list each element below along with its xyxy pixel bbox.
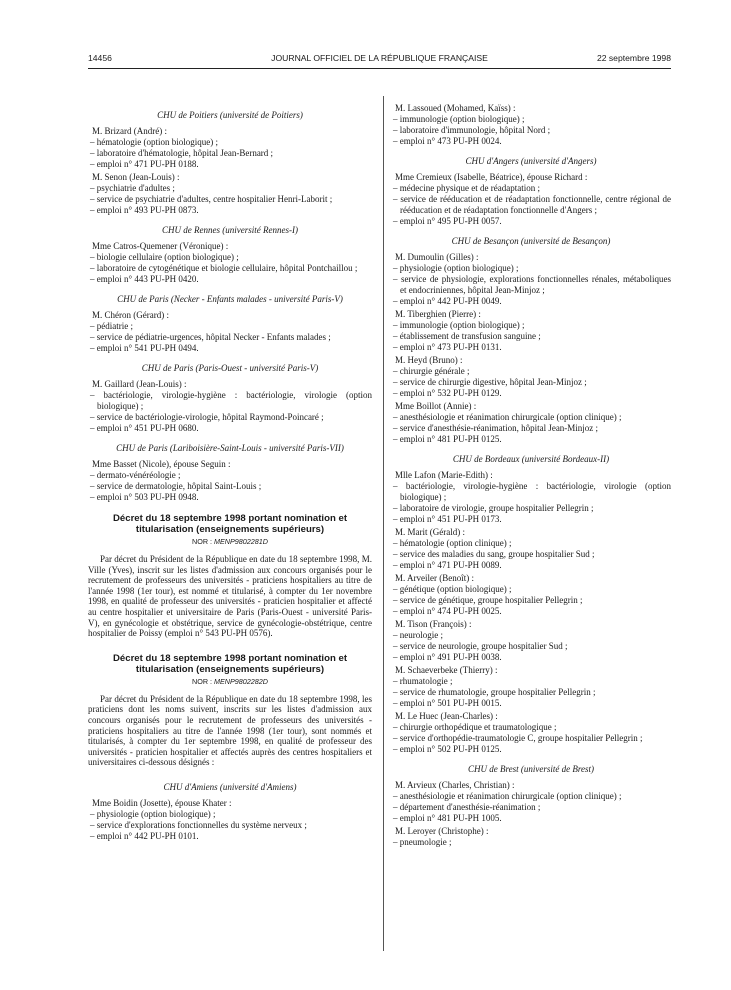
chu-section-heading: CHU de Brest (université de Brest) — [467, 764, 595, 774]
chu-section-heading: CHU d'Amiens (université d'Amiens) — [163, 781, 297, 792]
appointment-detail: – service de rhumatologie, groupe hospitalier Pellegrin ; — [393, 687, 596, 697]
appointment-detail: – pédiatrie ; — [90, 321, 133, 331]
appointment-detail: – emploi n° 491 PU-PH 0038. — [393, 652, 502, 662]
appointee-name: M. Chéron (Gérard) : — [92, 310, 169, 320]
appointment-detail: – laboratoire de virologie, groupe hospitalier Pellegrin ; — [393, 503, 594, 513]
chu-section-heading: CHU de Paris (Lariboisière-Saint-Louis - université Paris-VII) — [116, 443, 344, 453]
appointee-name: M. Schaeverbeke (Thierry) : — [395, 665, 498, 675]
appointment-detail: – service de physiologie, explorations fonctionnelles rénales, métaboliques et endocriniennes, hôpital Jean-Minjoz ; — [393, 274, 671, 295]
appointee-name: Mme Boidin (Josette), épouse Khater : — [92, 797, 232, 808]
appointment-detail: – laboratoire de cytogénétique et biologie cellulaire, hôpital Pontchaillou ; — [90, 263, 358, 273]
appointment-detail: – emploi n° 474 PU-PH 0025. — [393, 606, 502, 616]
appointment-detail: – chirurgie générale ; — [393, 366, 470, 376]
appointment-detail: – service de pédiatrie-urgences, hôpital Necker - Enfants malades ; — [90, 332, 331, 342]
appointment-detail: – emploi n° 443 PU-PH 0420. — [90, 274, 199, 284]
appointment-detail: – bactériologie, virologie-hygiène : bactériologie, virologie (option biologique) ; — [90, 390, 372, 411]
appointment-detail: – établissement de transfusion sanguine ; — [393, 331, 541, 341]
nor-code: MENP9802281D — [214, 537, 268, 546]
appointee-name: M. Arvieux (Charles, Christian) : — [395, 780, 515, 790]
appointee-name: Mme Cremieux (Isabelle, Béatrice), épouse Richard : — [395, 172, 588, 182]
appointment-detail: – emploi n° 503 PU-PH 0948. — [90, 492, 199, 502]
appointment-detail: – psychiatrie d'adultes ; — [90, 183, 175, 193]
appointment-detail: – emploi n° 442 PU-PH 0101. — [90, 830, 199, 841]
appointment-detail: – hématologie (option biologique) ; — [90, 137, 218, 147]
appointment-detail: – emploi n° 481 PU-PH 0125. — [393, 434, 502, 444]
appointment-detail: – département d'anesthésie-réanimation ; — [393, 802, 541, 812]
appointment-detail: – physiologie (option biologique) ; — [90, 808, 216, 819]
appointment-detail: – emploi n° 451 PU-PH 0680. — [90, 423, 199, 433]
appointee-name: M. Tiberghien (Pierre) : — [395, 309, 481, 319]
nor-label: NOR : — [192, 537, 214, 546]
appointment-detail: – rhumatologie ; — [393, 676, 453, 686]
appointment-detail: – emploi n° 501 PU-PH 0015. — [393, 698, 502, 708]
appointment-detail: – emploi n° 473 PU-PH 0131. — [393, 342, 502, 352]
appointment-detail: – immunologie (option biologique) ; — [393, 320, 525, 330]
appointment-detail: – service de rééducation et de réadaptation fonctionnelle, centre régional de rééducation et de réadaptation fonctionnelle d'Angers ; — [393, 194, 671, 215]
appointment-detail: – emploi n° 481 PU-PH 1005. — [393, 813, 502, 823]
appointee-name: M. Dumoulin (Gilles) : — [395, 252, 479, 262]
appointee-name: Mme Boillot (Annie) : — [395, 401, 477, 411]
appointment-detail: – emploi n° 451 PU-PH 0173. — [393, 514, 502, 524]
appointee-name: M. Lassoued (Mohamed, Kaïss) : — [395, 103, 516, 113]
chu-section-heading: CHU de Poitiers (université de Poitiers) — [157, 110, 303, 120]
appointee-name: M. Senon (Jean-Louis) : — [92, 172, 180, 182]
appointment-detail: – emploi n° 493 PU-PH 0873. — [90, 205, 199, 215]
nor-label: NOR : — [192, 676, 214, 686]
appointee-name: M. Leroyer (Christophe) : — [395, 826, 489, 836]
appointments-list — [88, 782, 372, 842]
chu-section-heading: CHU de Bordeaux (université Bordeaux-II) — [452, 454, 610, 464]
nor-code: MENP9802282D — [214, 676, 268, 686]
issue-date: 22 septembre 1998 — [596, 53, 671, 63]
appointment-detail: – anesthésiologie et réanimation chirurgicale (option clinique) ; — [393, 412, 622, 422]
appointment-detail: – emploi n° 471 PU-PH 0188. — [90, 159, 199, 169]
appointee-name: M. Brizard (André) : — [92, 126, 167, 136]
appointment-detail: – laboratoire d'immunologie, hôpital Nord ; — [393, 125, 551, 135]
page-header — [88, 53, 671, 67]
decree-text: Par décret du Président de la République en date du 18 septembre 1998, M. Ville (Yves), inscrit sur les listes d'admission aux concours organisés pour le recrutement de professeurs des universités - praticiens hospitaliers au titre de l'année 1998 (1er tour), est nommé et titularisé, à compter du 1er novembre 1998, en qualité de professeur des universités - praticien hospitalier et affecté au centre hospitalier et universitaire de Paris (Paris-Ouest - université Paris-V), en gynécologie et obstétrique, service de gynécologie-obstétrique, centre hospitalier de Poissy (emploi n° 543 PU-PH 0576). — [88, 554, 372, 639]
appointee-name: Mlle Lafon (Marie-Edith) : — [395, 470, 493, 480]
appointee-name: M. Le Huec (Jean-Charles) : — [395, 711, 498, 721]
appointment-detail: – service de dermatologie, hôpital Saint-Louis ; — [90, 481, 262, 491]
appointment-detail: – service de génétique, groupe hospitalier Pellegrin ; — [393, 595, 583, 605]
left-column — [88, 101, 372, 842]
appointment-detail: – emploi n° 442 PU-PH 0049. — [393, 296, 502, 306]
decree-title: Décret du 18 septembre 1998 portant nomination et titularisation (enseignements supérieurs) — [112, 513, 348, 535]
appointment-detail: – médecine physique et de réadaptation ; — [393, 183, 540, 193]
appointee-name: M. Gaillard (Jean-Louis) : — [92, 379, 187, 389]
appointee-name: Mme Basset (Nicole), épouse Seguin : — [92, 459, 231, 469]
appointment-detail: – emploi n° 495 PU-PH 0057. — [393, 216, 502, 226]
chu-section-heading: CHU de Besançon (université de Besançon) — [451, 236, 611, 246]
appointment-detail: – service des maladies du sang, groupe hospitalier Sud ; — [393, 549, 595, 559]
right-column — [391, 101, 671, 848]
nor-reference — [88, 677, 372, 687]
nor-reference — [88, 537, 372, 547]
journal-title: JOURNAL OFFICIEL DE LA RÉPUBLIQUE FRANÇAISE — [271, 53, 488, 63]
appointment-detail: – emploi n° 541 PU-PH 0494. — [90, 343, 199, 353]
appointment-detail: – service d'anesthésie-réanimation, hôpital Jean-Minjoz ; — [393, 423, 599, 433]
appointment-detail: – emploi n° 471 PU-PH 0089. — [393, 560, 502, 570]
appointment-detail: – physiologie (option biologique) ; — [393, 263, 519, 273]
appointee-name: M. Arveiler (Benoît) : — [395, 573, 474, 583]
appointment-detail: – service de psychiatrie d'adultes, centre hospitalier Henri-Laborit ; — [90, 194, 333, 204]
decree-ville — [88, 513, 372, 639]
chu-section-heading: CHU de Paris (Necker - Enfants malades - université Paris-V) — [117, 294, 343, 304]
appointment-detail: – dermato-vénéréologie ; — [90, 470, 181, 480]
chu-section-heading: CHU de Paris (Paris-Ouest - université Paris-V) — [141, 363, 319, 373]
appointment-detail: – service de chirurgie digestive, hôpital Jean-Minjoz ; — [393, 377, 587, 387]
chu-section-heading: CHU d'Angers (université d'Angers) — [465, 156, 597, 166]
appointment-detail: – service de bactériologie-virologie, hôpital Raymond-Poincaré ; — [90, 412, 324, 422]
appointment-detail: – anesthésiologie et réanimation chirurgicale (option clinique) ; — [393, 791, 622, 801]
decree-title: Décret du 18 septembre 1998 portant nomination et titularisation (enseignements supérieurs) — [112, 652, 348, 675]
decree-praticiens — [88, 653, 372, 768]
appointee-name: M. Tison (François) : — [395, 619, 472, 629]
appointments-list — [88, 110, 372, 503]
appointment-detail: – service d'orthopédie-traumatologie C, groupe hospitalier Pellegrin ; — [393, 733, 643, 743]
appointment-detail: – emploi n° 532 PU-PH 0129. — [393, 388, 502, 398]
column-divider — [383, 96, 384, 951]
appointment-detail: – hématologie (option clinique) ; — [393, 538, 512, 548]
appointment-detail: – génétique (option biologique) ; — [393, 584, 512, 594]
appointment-detail: – emploi n° 502 PU-PH 0125. — [393, 744, 502, 754]
appointment-detail: – biologie cellulaire (option biologique) ; — [90, 252, 239, 262]
appointee-name: M. Marit (Gérald) : — [395, 527, 465, 537]
page-number: 14456 — [88, 53, 112, 63]
appointment-detail: – pneumologie ; — [393, 837, 452, 847]
appointee-name: Mme Catros-Quemener (Véronique) : — [92, 241, 229, 251]
appointment-detail: – immunologie (option biologique) ; — [393, 114, 525, 124]
appointment-detail: – laboratoire d'hématologie, hôpital Jean-Bernard ; — [90, 148, 274, 158]
header-rule — [88, 68, 671, 69]
appointment-detail: – service d'explorations fonctionnelles du système nerveux ; — [90, 819, 307, 830]
appointment-detail: – bactériologie, virologie-hygiène : bactériologie, virologie (option biologique) ; — [393, 481, 671, 502]
appointment-detail: – chirurgie orthopédique et traumatologique ; — [393, 722, 557, 732]
appointment-detail: – emploi n° 473 PU-PH 0024. — [393, 136, 502, 146]
decree-text: Par décret du Président de la République en date du 18 septembre 1998, les praticiens dont les noms suivent, inscrits sur les listes d'admission aux concours organisés pour le recrutement de professeurs des universités - praticiens hospitaliers au titre de l'année 1998 (1er tour), sont nommés et titularisés, à compter du 1er septembre 1998, en qualité de professeur des universités - praticien hospitalier et affectés auprès des centres hospitaliers et universitaires ci-dessous désignés : — [88, 693, 372, 768]
appointment-detail: – service de neurologie, groupe hospitalier Sud ; — [393, 641, 568, 651]
chu-section-heading: CHU de Rennes (université Rennes-I) — [162, 225, 298, 235]
appointment-detail: – neurologie ; — [393, 630, 443, 640]
appointee-name: M. Heyd (Bruno) : — [395, 355, 463, 365]
